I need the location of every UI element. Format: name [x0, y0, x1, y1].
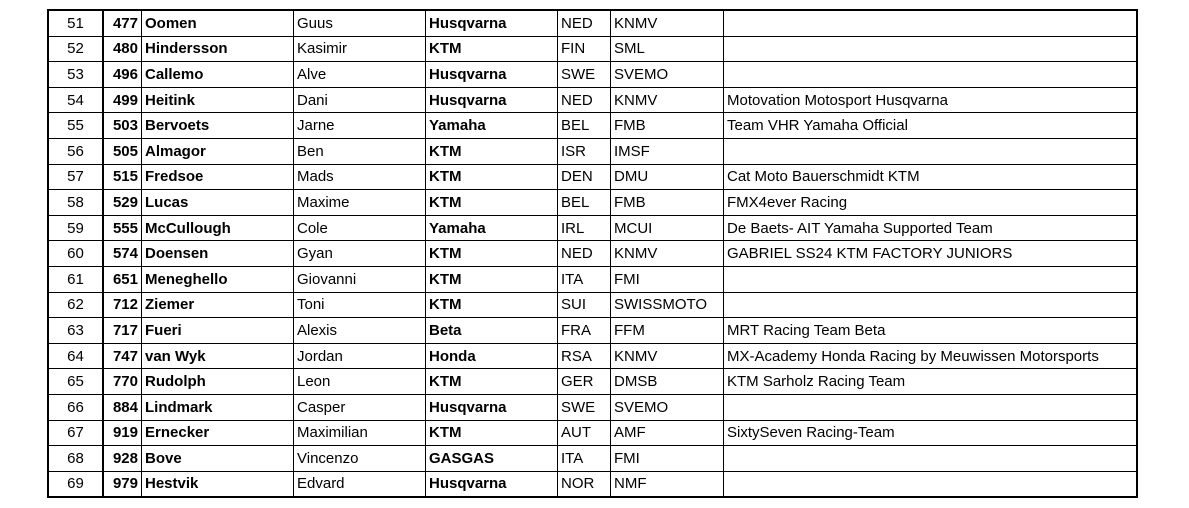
table-row: [48, 62, 1137, 88]
entry-list-body: [48, 10, 1137, 497]
motorcycle-cell: GASGAS: [426, 446, 558, 472]
entry-list-table: [47, 9, 1138, 498]
first-name-cell: Alve: [294, 62, 426, 88]
table-row: [48, 36, 1137, 62]
rider-number-cell: 884: [103, 394, 142, 420]
position-cell: 59: [48, 215, 103, 241]
nationality-cell: DEN: [558, 164, 611, 190]
first-name-cell: Gyan: [294, 241, 426, 267]
federation-cell: SVEMO: [611, 394, 724, 420]
motorcycle-cell: KTM: [426, 420, 558, 446]
position-cell: 56: [48, 138, 103, 164]
table-row: [48, 10, 1137, 36]
federation-cell: FMI: [611, 446, 724, 472]
first-name-cell: Alexis: [294, 318, 426, 344]
position-cell: 61: [48, 266, 103, 292]
table-row: [48, 471, 1137, 497]
rider-number-cell: 505: [103, 138, 142, 164]
federation-cell: MCUI: [611, 215, 724, 241]
team-cell: Cat Moto Bauerschmidt KTM: [724, 164, 1138, 190]
nationality-cell: SWE: [558, 394, 611, 420]
team-cell: Team VHR Yamaha Official: [724, 113, 1138, 139]
team-cell: [724, 10, 1138, 36]
table-row: [48, 215, 1137, 241]
federation-cell: KNMV: [611, 10, 724, 36]
last-name-cell: Hestvik: [142, 471, 294, 497]
nationality-cell: BEL: [558, 113, 611, 139]
nationality-cell: IRL: [558, 215, 611, 241]
federation-cell: NMF: [611, 471, 724, 497]
table-row: [48, 241, 1137, 267]
team-cell: [724, 471, 1138, 497]
federation-cell: FMB: [611, 113, 724, 139]
team-cell: [724, 138, 1138, 164]
table-row: [48, 343, 1137, 369]
first-name-cell: Ben: [294, 138, 426, 164]
rider-number-cell: 770: [103, 369, 142, 395]
nationality-cell: NED: [558, 87, 611, 113]
rider-number-cell: 480: [103, 36, 142, 62]
table-row: [48, 394, 1137, 420]
first-name-cell: Casper: [294, 394, 426, 420]
federation-cell: FMB: [611, 190, 724, 216]
team-cell: De Baets- AIT Yamaha Supported Team: [724, 215, 1138, 241]
rider-number-cell: 928: [103, 446, 142, 472]
motorcycle-cell: Husqvarna: [426, 62, 558, 88]
motorcycle-cell: KTM: [426, 190, 558, 216]
last-name-cell: McCullough: [142, 215, 294, 241]
last-name-cell: Callemo: [142, 62, 294, 88]
team-cell: FMX4ever Racing: [724, 190, 1138, 216]
motorcycle-cell: KTM: [426, 138, 558, 164]
table-row: [48, 446, 1137, 472]
federation-cell: KNMV: [611, 343, 724, 369]
rider-number-cell: 515: [103, 164, 142, 190]
table-row: [48, 292, 1137, 318]
federation-cell: FFM: [611, 318, 724, 344]
rider-number-cell: 496: [103, 62, 142, 88]
rider-number-cell: 503: [103, 113, 142, 139]
rider-number-cell: 574: [103, 241, 142, 267]
federation-cell: AMF: [611, 420, 724, 446]
table-row: [48, 369, 1137, 395]
position-cell: 67: [48, 420, 103, 446]
rider-number-cell: 712: [103, 292, 142, 318]
rider-number-cell: 919: [103, 420, 142, 446]
table-row: [48, 420, 1137, 446]
team-cell: [724, 266, 1138, 292]
nationality-cell: NED: [558, 10, 611, 36]
last-name-cell: van Wyk: [142, 343, 294, 369]
motorcycle-cell: Beta: [426, 318, 558, 344]
team-cell: MX-Academy Honda Racing by Meuwissen Motorsports: [724, 343, 1138, 369]
position-cell: 57: [48, 164, 103, 190]
position-cell: 58: [48, 190, 103, 216]
nationality-cell: BEL: [558, 190, 611, 216]
table-row: [48, 87, 1137, 113]
last-name-cell: Ziemer: [142, 292, 294, 318]
nationality-cell: FRA: [558, 318, 611, 344]
table-row: [48, 113, 1137, 139]
federation-cell: SML: [611, 36, 724, 62]
federation-cell: DMSB: [611, 369, 724, 395]
rider-number-cell: 717: [103, 318, 142, 344]
team-cell: [724, 394, 1138, 420]
nationality-cell: SUI: [558, 292, 611, 318]
rider-number-cell: 747: [103, 343, 142, 369]
last-name-cell: Meneghello: [142, 266, 294, 292]
nationality-cell: ITA: [558, 266, 611, 292]
rider-number-cell: 499: [103, 87, 142, 113]
last-name-cell: Heitink: [142, 87, 294, 113]
federation-cell: IMSF: [611, 138, 724, 164]
first-name-cell: Kasimir: [294, 36, 426, 62]
position-cell: 53: [48, 62, 103, 88]
nationality-cell: NOR: [558, 471, 611, 497]
motorcycle-cell: Husqvarna: [426, 471, 558, 497]
team-cell: SixtySeven Racing-Team: [724, 420, 1138, 446]
motorcycle-cell: KTM: [426, 369, 558, 395]
federation-cell: KNMV: [611, 87, 724, 113]
team-cell: [724, 36, 1138, 62]
position-cell: 66: [48, 394, 103, 420]
first-name-cell: Edvard: [294, 471, 426, 497]
motorcycle-cell: Husqvarna: [426, 10, 558, 36]
last-name-cell: Oomen: [142, 10, 294, 36]
table-row: [48, 318, 1137, 344]
nationality-cell: GER: [558, 369, 611, 395]
rider-number-cell: 477: [103, 10, 142, 36]
last-name-cell: Bervoets: [142, 113, 294, 139]
last-name-cell: Bove: [142, 446, 294, 472]
position-cell: 62: [48, 292, 103, 318]
motorcycle-cell: Husqvarna: [426, 394, 558, 420]
position-cell: 68: [48, 446, 103, 472]
motorcycle-cell: Yamaha: [426, 113, 558, 139]
position-cell: 55: [48, 113, 103, 139]
motorcycle-cell: Yamaha: [426, 215, 558, 241]
last-name-cell: Lindmark: [142, 394, 294, 420]
last-name-cell: Fueri: [142, 318, 294, 344]
last-name-cell: Ernecker: [142, 420, 294, 446]
first-name-cell: Cole: [294, 215, 426, 241]
table-row: [48, 164, 1137, 190]
rider-number-cell: 529: [103, 190, 142, 216]
first-name-cell: Jordan: [294, 343, 426, 369]
first-name-cell: Guus: [294, 10, 426, 36]
table-row: [48, 266, 1137, 292]
nationality-cell: AUT: [558, 420, 611, 446]
team-cell: MRT Racing Team Beta: [724, 318, 1138, 344]
position-cell: 65: [48, 369, 103, 395]
position-cell: 64: [48, 343, 103, 369]
team-cell: Motovation Motosport Husqvarna: [724, 87, 1138, 113]
nationality-cell: ISR: [558, 138, 611, 164]
nationality-cell: SWE: [558, 62, 611, 88]
team-cell: [724, 62, 1138, 88]
position-cell: 54: [48, 87, 103, 113]
federation-cell: DMU: [611, 164, 724, 190]
rider-number-cell: 651: [103, 266, 142, 292]
first-name-cell: Jarne: [294, 113, 426, 139]
first-name-cell: Mads: [294, 164, 426, 190]
first-name-cell: Maximilian: [294, 420, 426, 446]
first-name-cell: Dani: [294, 87, 426, 113]
team-cell: [724, 446, 1138, 472]
position-cell: 69: [48, 471, 103, 497]
federation-cell: KNMV: [611, 241, 724, 267]
first-name-cell: Giovanni: [294, 266, 426, 292]
last-name-cell: Fredsoe: [142, 164, 294, 190]
nationality-cell: NED: [558, 241, 611, 267]
last-name-cell: Doensen: [142, 241, 294, 267]
nationality-cell: RSA: [558, 343, 611, 369]
position-cell: 60: [48, 241, 103, 267]
motorcycle-cell: KTM: [426, 241, 558, 267]
nationality-cell: ITA: [558, 446, 611, 472]
federation-cell: SVEMO: [611, 62, 724, 88]
position-cell: 51: [48, 10, 103, 36]
team-cell: GABRIEL SS24 KTM FACTORY JUNIORS: [724, 241, 1138, 267]
federation-cell: FMI: [611, 266, 724, 292]
team-cell: KTM Sarholz Racing Team: [724, 369, 1138, 395]
rider-number-cell: 979: [103, 471, 142, 497]
team-cell: [724, 292, 1138, 318]
motorcycle-cell: KTM: [426, 36, 558, 62]
position-cell: 52: [48, 36, 103, 62]
rider-number-cell: 555: [103, 215, 142, 241]
first-name-cell: Vincenzo: [294, 446, 426, 472]
nationality-cell: FIN: [558, 36, 611, 62]
first-name-cell: Leon: [294, 369, 426, 395]
last-name-cell: Almagor: [142, 138, 294, 164]
motorcycle-cell: KTM: [426, 164, 558, 190]
first-name-cell: Maxime: [294, 190, 426, 216]
motorcycle-cell: KTM: [426, 292, 558, 318]
motorcycle-cell: Honda: [426, 343, 558, 369]
federation-cell: SWISSMOTO: [611, 292, 724, 318]
table-row: [48, 138, 1137, 164]
motorcycle-cell: KTM: [426, 266, 558, 292]
last-name-cell: Rudolph: [142, 369, 294, 395]
position-cell: 63: [48, 318, 103, 344]
last-name-cell: Lucas: [142, 190, 294, 216]
last-name-cell: Hindersson: [142, 36, 294, 62]
first-name-cell: Toni: [294, 292, 426, 318]
table-row: [48, 190, 1137, 216]
motorcycle-cell: Husqvarna: [426, 87, 558, 113]
